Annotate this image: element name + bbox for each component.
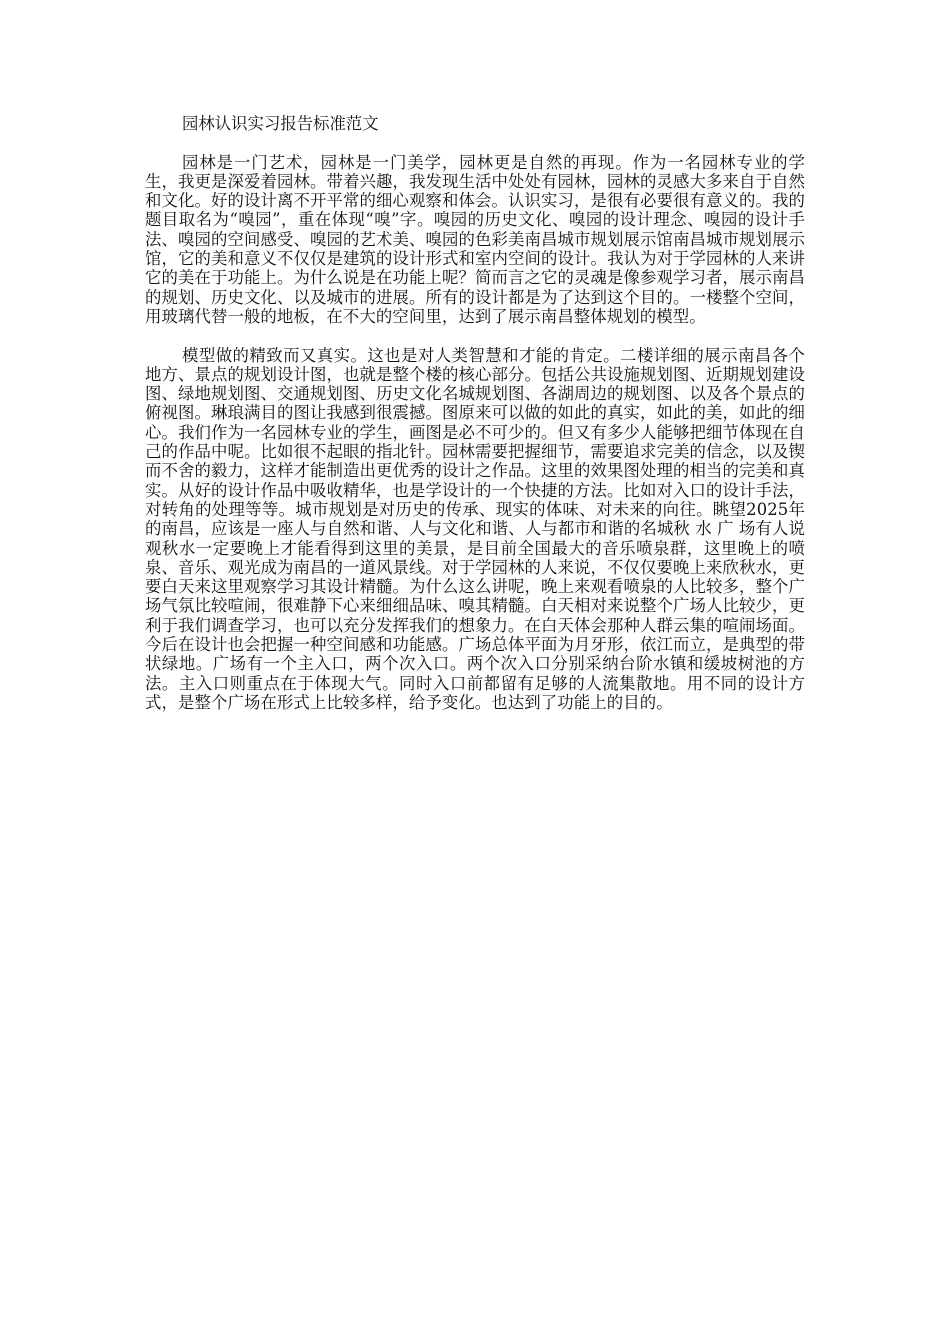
document-title: 园林认识实习报告标准范文 (182, 114, 379, 133)
paragraph-2: 模型做的精致而又真实。这也是对人类智慧和才能的肯定。二楼详细的展示南昌各个地方、景点的规划设计图，也就是整个楼的核心部分。包括公共设施规划图、近期规划建设图、绿地规划图、交通规划图、历史文化名城规划图、各湖周边的规划图、以及各个景点的俯视图。琳琅满目的图让我感到很震撼。图原来可以做的如此的真实，如此的美，如此的细心。我们作为一名园林专业的学生，画图是必不可少的。但又有多少人能够把细节体现在自己的作品中呢。比如很不起眼的指北针。园林需要把握细节，需要追求完美的信念，以及锲而不舍的毅力，这样才能制造出更优秀的设计之作品。这里的效果图处理的相当的完美和真实。从好的设计作品中吸收精华，也是学设计的一个快捷的方法。比如对入口的设计手法，对转角的处理等等。城市规划是对历史的传承、现实的体味、对未来的向往。眺望2025年的南昌，应该是一座人与自然和谐、人与文化和谐、人与都市和谐的名城秋 水 广 场有人说观秋水一定要晚上才能看得到这里的美景，是目前全国最大的音乐喷泉群，这里晚上的喷泉、音乐、观光成为南昌的一道风景线。对于学园林的人来说，不仅仅要晚上来欣秋水，更要白天来这里观察学习其设计精髓。为什么这么讲呢，晚上来观看喷泉的人比较多，整个广场气氛比较喧闹，很难静下心来细细品味、嗅其精髓。白天相对来说整个广场人比较少，更利于我们调查学习，也可以充分发挥我们的想象力。在白天体会那种人群云集的喧闹场面。今后在设计也会把握一种空间感和功能感。广场总体平面为月牙形，依江而立，是典型的带状绿地。广场有一个主入口，两个次入口。两个次入口分别采纳台阶水镇和缓坡树池的方法。主入口则重点在于体现大气。同时入口前都留有足够的人流集散地。用不同的设计方式，是整个广场在形式上比较多样，给予变化。也达到了功能上的目的。 (145, 345, 805, 712)
document-body (145, 114, 805, 732)
paragraph-1: 园林是一门艺术，园林是一门美学，园林更是自然的再现。作为一名园林专业的学生，我更是深爱着园林。带着兴趣，我发现生活中处处有园林，园林的灵感大多来自于自然和文化。好的设计离不开平常的细心观察和体会。认识实习，是很有必要很有意义的。我的题目取名为“嗅园”，重在体现“嗅”字。嗅园的历史文化、嗅园的设计理念、嗅园的设计手法、嗅园的空间感受、嗅园的艺术美、嗅园的色彩美南昌城市规划展示馆南昌城市规划展示馆，它的美和意义不仅仅是建筑的设计形式和室内空间的设计。我认为对于学园林的人来讲它的美在于功能上。为什么说是在功能上呢？简而言之它的灵魂是像参观学习者，展示南昌的规划、历史文化、以及城市的进展。所有的设计都是为了达到这个目的。一楼整个空间，用玻璃代替一般的地板，在不大的空间里，达到了展示南昌整体规划的模型。 (145, 152, 805, 326)
